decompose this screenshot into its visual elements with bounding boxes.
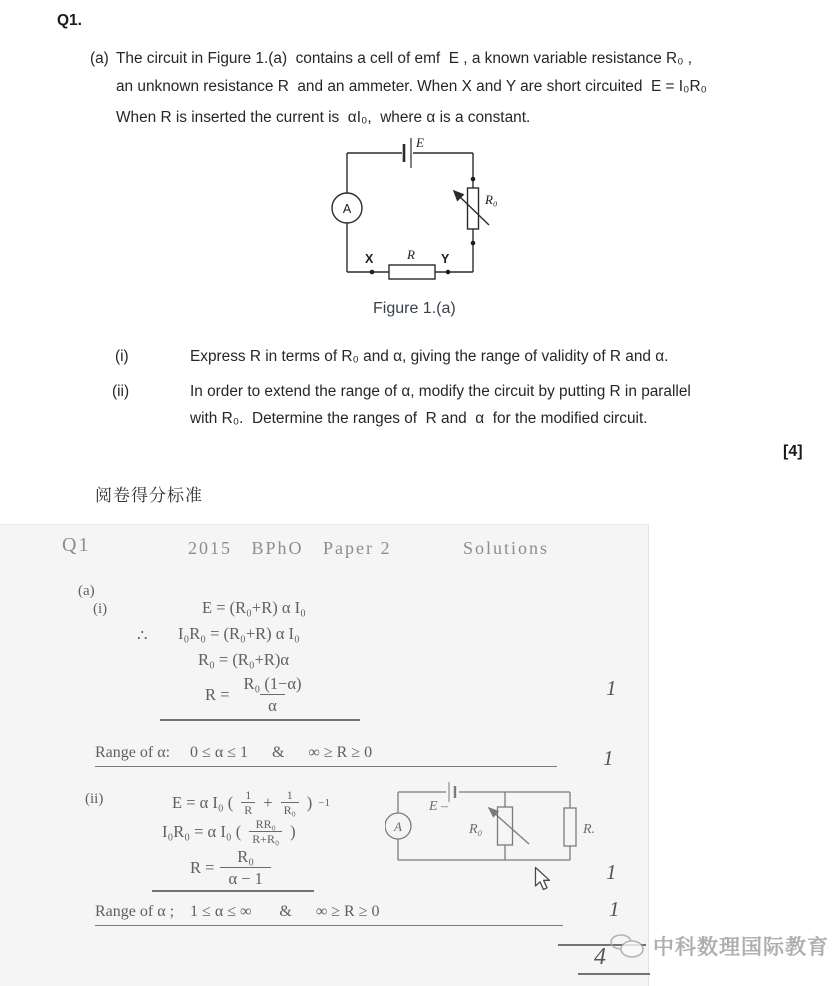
figure-1a-circuit-diagram [331, 136, 531, 288]
fraction-denominator: α − 1 [220, 867, 270, 887]
fraction-numerator: 1 [245, 788, 252, 802]
junction-dot [471, 177, 476, 182]
equation-ii-2-post: ) [290, 821, 296, 841]
result-i-fraction [235, 675, 309, 715]
fraction-denominator: R [241, 802, 255, 816]
equation-ii-result [190, 848, 271, 888]
resistor-symbol [389, 265, 435, 279]
fraction-denominator: R+R₀ [249, 831, 282, 845]
resistor-symbol [564, 808, 576, 846]
result-ii-lhs: R = [190, 857, 215, 877]
node-x-dot [370, 270, 375, 275]
mark-tick-4: 1 [609, 897, 620, 921]
section-header-chinese: 阅卷得分标准 [95, 486, 203, 505]
therefore-symbol: ∴ [137, 626, 148, 645]
equation-ii-2 [162, 818, 296, 845]
variable-resistor-label: R₀ [469, 822, 483, 837]
equation-ii-1-post: ) [306, 792, 313, 812]
fraction-numerator: RR₀ [255, 817, 276, 831]
watermark-text: 中科数理国际教育 [653, 936, 829, 959]
part-a-line2: an unknown resistance R and an ammeter. When X and Y are short circuited E = I₀R₀ [116, 78, 707, 95]
node-x-label: X [365, 252, 374, 266]
total-marks: 4 [594, 944, 606, 970]
figure-caption: Figure 1.(a) [373, 300, 456, 317]
solution-part-a-label: (a) [78, 583, 95, 599]
fraction-RR0-over-R-plus-R0 [249, 818, 282, 845]
result-ii-fraction [220, 848, 270, 888]
variable-resistor-symbol [468, 188, 479, 229]
node-y-label: Y [441, 252, 450, 266]
ammeter-label: A [394, 819, 402, 834]
mark-tick-3: 1 [606, 860, 617, 884]
variable-resistor-label: R₀ [485, 192, 498, 207]
ammeter-label: A [342, 202, 352, 216]
fraction-denominator: α [260, 694, 285, 714]
solution-header-title: 2015 BPhO Paper 2 [188, 538, 392, 558]
exponent-minus-1: −1 [318, 796, 331, 809]
fraction-numerator: R₀ [237, 847, 255, 866]
range-statement-ii: Range of α ; 1 ≤ α ≤ ∞ & ∞ ≥ R ≥ 0 [95, 903, 563, 926]
marks-badge: [4] [783, 443, 803, 460]
modified-circuit-sketch [385, 780, 603, 878]
item-ii-line2: with R₀. Determine the ranges of R and α for the modified circuit. [190, 410, 648, 427]
equation-i-1: E = (R₀+R) α I₀ [202, 598, 306, 617]
answer-underline [160, 719, 360, 721]
fraction-numerator: R₀ (1−α) [243, 674, 302, 693]
part-a-line1: The circuit in Figure 1.(a) contains a cell of emf E , a known variable resistance R₀ , [116, 50, 693, 67]
equation-i-3: R₀ = (R₀+R)α [198, 650, 290, 669]
equation-ii-1 [172, 789, 330, 816]
resistor-label: R [407, 247, 415, 262]
solution-question-number: Q1 [62, 534, 91, 556]
watermark-logo-icon [607, 931, 647, 961]
question-number: Q1. [57, 12, 82, 29]
answer-underline [152, 890, 314, 892]
variable-resistor-symbol [498, 807, 513, 845]
part-a-line3: When R is inserted the current is αI₀, where α is a constant. [116, 109, 531, 126]
fraction-numerator: 1 [286, 788, 293, 802]
resistor-label: R. [583, 822, 596, 837]
item-ii-label: (ii) [112, 383, 130, 400]
equation-ii-1-pre: E = α I₀ ( [172, 792, 234, 812]
total-underline-bottom [578, 973, 650, 975]
fraction-1-over-R0 [281, 789, 299, 816]
equation-i-result [205, 675, 310, 715]
watermark [607, 931, 829, 961]
cell-label: E – [429, 799, 449, 814]
result-i-lhs: R = [205, 684, 230, 704]
equation-i-2: I₀R₀ = (R₀+R) α I₀ [178, 624, 300, 643]
cell-label: E [416, 136, 424, 150]
fraction-denominator: R₀ [281, 802, 299, 816]
mark-tick-2: 1 [603, 746, 614, 770]
junction-dot [471, 241, 476, 246]
range-statement-i: Range of α: 0 ≤ α ≤ 1 & ∞ ≥ R ≥ 0 [95, 744, 557, 767]
item-i-text: Express R in terms of R₀ and α, giving the range of validity of R and α. [190, 348, 669, 365]
fraction-1-over-R [241, 789, 255, 816]
plus-sign: + [263, 792, 273, 812]
item-ii-line1: In order to extend the range of α, modify the circuit by putting R in parallel [190, 383, 691, 400]
mouse-cursor-icon [534, 866, 552, 892]
part-a-label: (a) [90, 50, 109, 67]
solution-item-i-label: (i) [93, 601, 108, 617]
item-i-label: (i) [115, 348, 129, 365]
solution-item-ii-label: (ii) [85, 791, 104, 807]
mark-tick-1: 1 [606, 676, 617, 700]
equation-ii-2-pre: I₀R₀ = α I₀ ( [162, 821, 242, 841]
solution-header-subtitle: Solutions [463, 538, 550, 558]
node-y-dot [446, 270, 451, 275]
